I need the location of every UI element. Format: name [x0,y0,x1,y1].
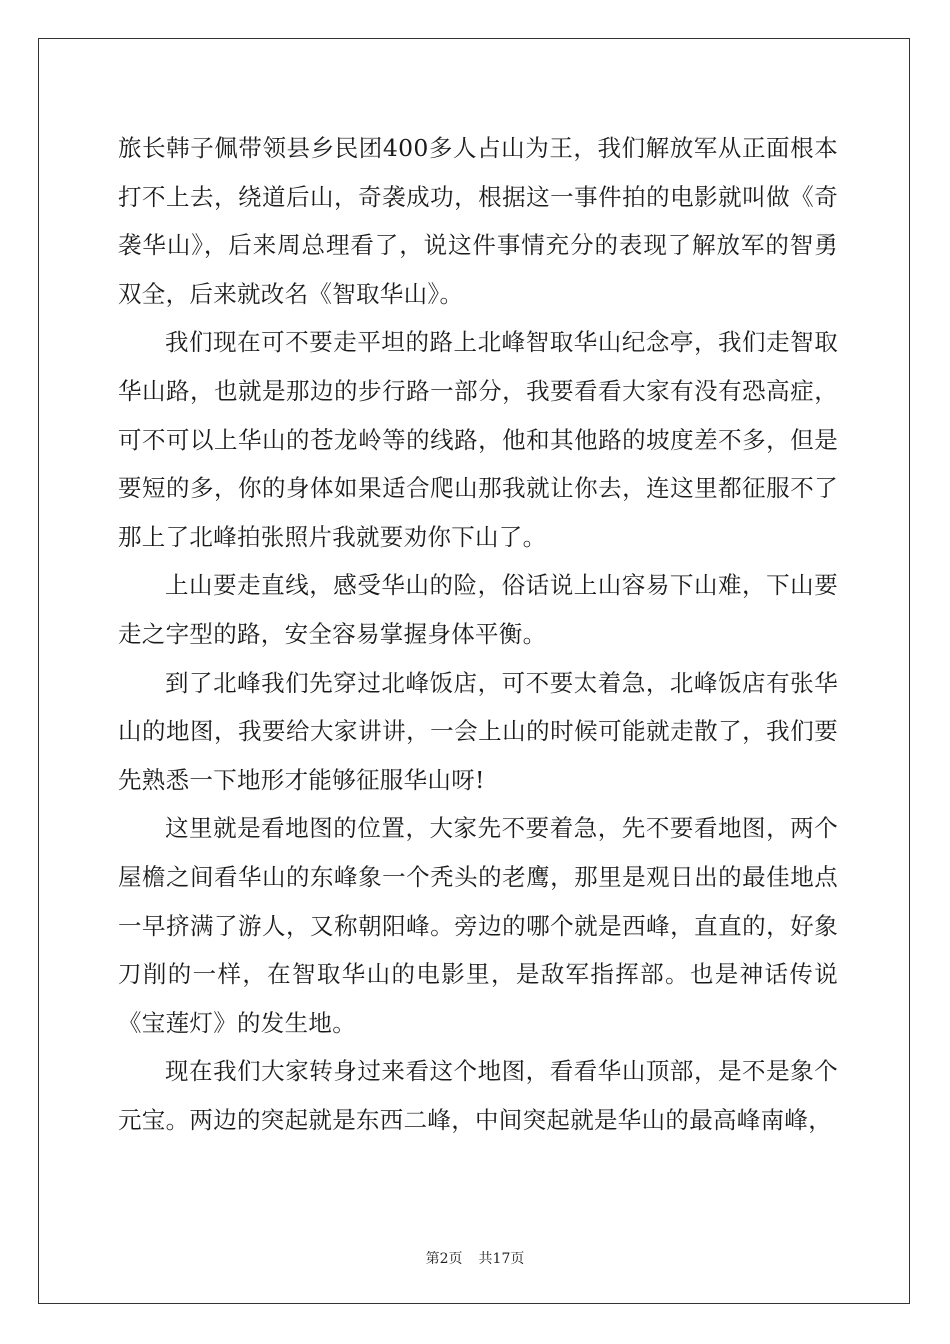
page-footer [0,1248,950,1268]
paragraph-2: 我们现在可不要走平坦的路上北峰智取华山纪念亭，我们走智取华山路，也就是那边的步行路一部分，我要看看大家有没有恐高症，可不可以上华山的苍龙岭等的线路，他和其他路的坡度差不多，但是要短的多，你的身体如果适合爬山那我就让你去，连这里都征服不了那上了北峰拍张照片我就要劝你下山了。 [118,328,838,551]
paragraph-4: 到了北峰我们先穿过北峰饭店，可不要太着急，北峰饭店有张华山的地图，我要给大家讲讲，一会上山的时候可能就走散了，我们要先熟悉一下地形才能够征服华山呀! [118,668,838,794]
page-number-total: 共17页 [478,1251,525,1267]
paragraph-5: 这里就是看地图的位置，大家先不要着急，先不要看地图，两个屋檐之间看华山的东峰象一个秃头的老鹰，那里是观日出的最佳地点一早挤满了游人，又称朝阳峰。旁边的哪个就是西峰，直直的，好象刀削的一样，在智取华山的电影里，是敌军指挥部。也是神话传说《宝莲灯》的发生地。 [118,814,838,1037]
paragraph-6: 现在我们大家转身过来看这个地图，看看华山顶部，是不是象个元宝。两边的突起就是东西二峰，中间突起就是华山的最高峰南峰， [118,1057,838,1134]
page-number-current: 第2页 [425,1251,463,1267]
paragraph-3: 上山要走直线，感受华山的险，俗话说上山容易下山难，下山要走之字型的路，安全容易掌握身体平衡。 [118,571,838,648]
document-body [118,124,838,1144]
paragraph-1: 旅长韩子佩带领县乡民团400多人占山为王，我们解放军从正面根本打不上去，绕道后山，奇袭成功，根据这一事件拍的电影就叫做《奇袭华山》，后来周总理看了，说这件事情充分的表现了解放军的智勇双全，后来就改名《智取华山》。 [118,134,838,308]
